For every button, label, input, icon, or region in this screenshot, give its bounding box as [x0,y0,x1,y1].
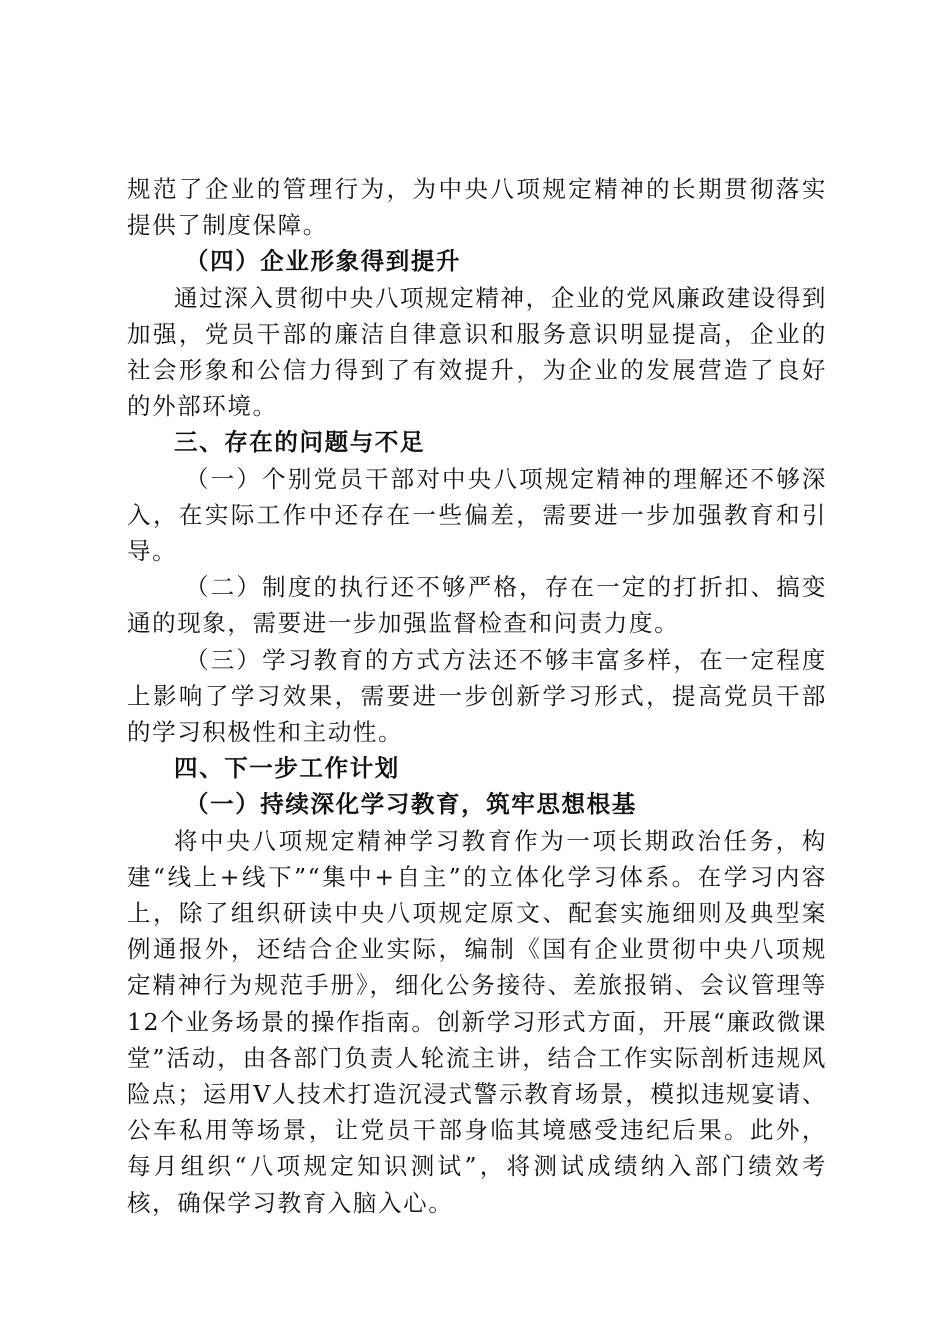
paragraph-learning-education: 将中央八项规定精神学习教育作为一项长期政治任务，构建“线上+线下”“集中+自主”的立体化学习体系。在学习内容上，除了组织研读中央八项规定原文、配套实施细则及典型案例通报外，还结合企业实际，编制《国有企业贯彻中央八项规定精神行为规范手册》，细化公务接待、差旅报销、会议管理等12个业务场景的操作指南。创新学习形式方面，开展“廉政微课堂”活动，由各部门负责人轮流主讲，结合工作实际剖析违规风险点；运用V人技术打造沉浸式警示教育场景，模拟违规宴请、公车私用等场景，让党员干部身临其境感受违纪后果。此外，每月组织“八项规定知识测试”，将测试成绩纳入部门绩效考核，确保学习教育入脑入心。 [127,826,827,1217]
subheading-corporate-image: （四）企业形象得到提升 [185,247,462,276]
paragraph-problem-1: （一）个别党员干部对中央八项规定精神的理解还不够深入，在实际工作中还存在一些偏差，需要进一步加强教育和引导。 [127,464,827,566]
paragraph-continued: 规范了企业的管理行为，为中央八项规定精神的长期贯彻落实提供了制度保障。 [127,175,827,240]
paragraph-corporate-image: 通过深入贯彻中央八项规定精神，企业的党风廉政建设得到加强，党员干部的廉洁自律意识和服务意识明显提高，企业的社会形象和公信力得到了有效提升，为企业的发展营造了良好的外部环境。 [127,283,827,421]
section-heading-next-steps: 四、下一步工作计划 [174,754,400,783]
subheading-learning-education: （一）持续深化学习教育，筑牢思想根基 [185,790,637,819]
section-heading-problems: 三、存在的问题与不足 [174,428,425,457]
paragraph-problem-3: （三）学习教育的方式方法还不够丰富多样，在一定程度上影响了学习效果，需要进一步创新学习形式，提高党员干部的学习积极性和主动性。 [127,645,827,747]
document-body [127,171,827,1221]
paragraph-problem-2: （二）制度的执行还不够严格，存在一定的打折扣、搞变通的现象，需要进一步加强监督检查和问责力度。 [127,573,827,638]
